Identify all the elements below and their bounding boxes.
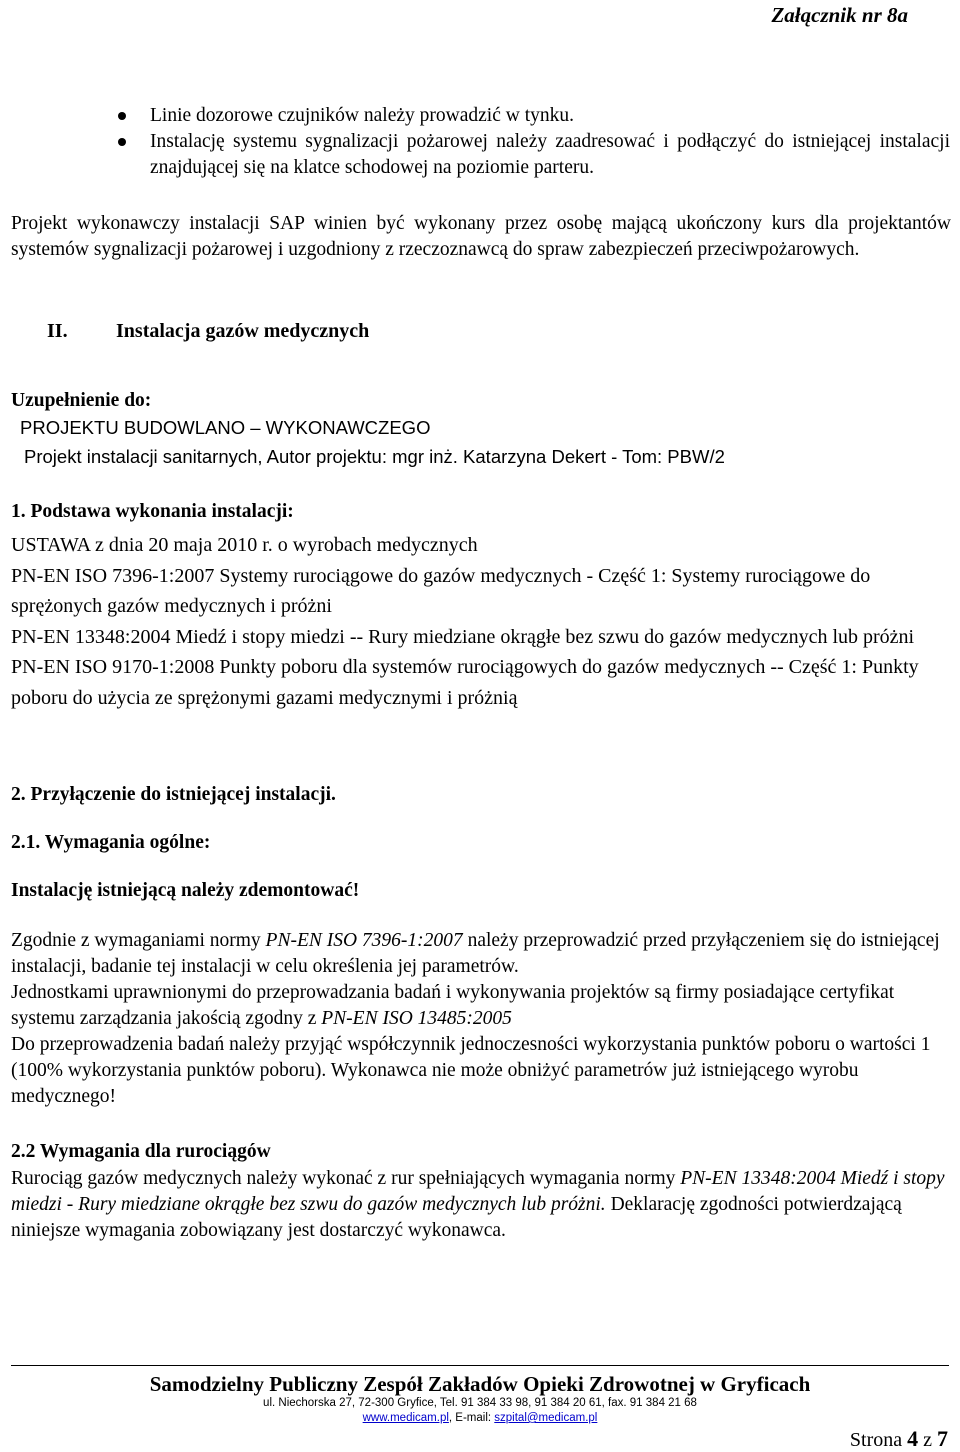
website-link[interactable]: www.medicam.pl	[362, 1412, 449, 1424]
norm-reference: PN-EN ISO 13485:2005	[321, 1008, 512, 1029]
paragraph	[11, 980, 951, 1032]
email-link[interactable]: szpital@medicam.pl	[494, 1412, 598, 1424]
footer-address: ul. Niechorska 27, 72-300 Gryfice, Tel. 91 384 33 98, 91 384 20 61, fax. 91 384 21 68	[263, 1397, 697, 1409]
intro-paragraph: Projekt wykonawczy instalacji SAP winien być wykonany przez osobę mającą ukończony kurs dla projektantów systemów sygnalizacji pożarowej i uzgodniony z rzeczoznawcą do spraw zabezpieczeń przeciwpożarowych.	[11, 213, 951, 260]
bullet-icon	[118, 112, 126, 120]
page-separator: z	[918, 1429, 937, 1451]
page-number	[850, 1427, 948, 1452]
annex-label: Załącznik nr 8a	[771, 3, 908, 27]
norm-line: PN-EN ISO 7396-1:2007 Systemy rurociągowe do gazów medycznych - Część 1: Systemy rurociągowe do sprężonych gazów medycznych i próżni	[11, 564, 871, 617]
text-run: należy przeprowadzić przed przyłączeniem się do istniejącej instalacji, badanie tej instalacji w celu określenia jej parametrów.	[11, 930, 940, 977]
footer-organization: Samodzielny Publiczny Zespół Zakładów Opieki Zdrowotnej w Gryficach	[149, 1372, 811, 1396]
footer-divider	[11, 1365, 949, 1366]
section-title: Instalacja gazów medycznych	[116, 320, 370, 342]
norm-line: USTAWA z dnia 20 maja 2010 r. o wyrobach medycznych	[11, 534, 478, 556]
text-run: Jednostkami uprawnionymi do przeprowadzania badań i wykonywania projektów są firmy posiadające certyfikat systemu zarządzania jakością zgodny z	[11, 982, 895, 1029]
page-total: 7	[937, 1426, 948, 1451]
paragraph: Do przeprowadzenia badań należy przyjąć współczynnik jednoczesności wykorzystania punktów poboru o wartości 1 (100% wykorzystania punktów poboru). Wykonawca nie może obniżyć parametrów już istniejącego wyrobu medycznego!	[11, 1034, 931, 1107]
paragraph	[11, 928, 951, 980]
text-run: Deklarację zgodności potwierdzającą niniejsze wymagania zobowiązany jest dostarczyć wykonawca.	[11, 1194, 902, 1241]
demolition-notice: Instalację istniejącą należy zdemontować!	[11, 880, 360, 901]
norm-line: PN-EN ISO 9170-1:2008 Punkty poboru dla systemów rurociągowych do gazów medycznych -- Część 1: Punkty poboru do użycia ze sprężonymi gazami medycznymi i próżnią	[11, 656, 919, 709]
page-label: Strona	[849, 1429, 908, 1451]
section-2-2-heading: 2.2 Wymagania dla rurociągów	[11, 1141, 271, 1162]
section-2-2-body	[11, 1166, 951, 1244]
supplement-heading: Uzupełnienie do:	[11, 390, 152, 411]
section-number: II.	[47, 320, 68, 342]
supplement-project: PROJEKTU BUDOWLANO – WYKONAWCZEGO	[20, 417, 431, 438]
email-label: , E-mail:	[448, 1412, 495, 1424]
footer-contact	[0, 1411, 960, 1425]
supplement-details: Projekt instalacji sanitarnych, Autor projektu: mgr inż. Katarzyna Dekert - Tom: PBW/2	[24, 446, 725, 467]
section-heading	[47, 318, 369, 344]
norm-reference: PN-EN ISO 7396-1:2007	[265, 930, 463, 951]
text-run: Zgodnie z wymaganiami normy	[11, 930, 266, 951]
bullet-list	[0, 103, 960, 181]
section-2-1-heading: 2.1. Wymagania ogólne:	[11, 832, 211, 853]
text-run: Rurociąg gazów medycznych należy wykonać z rur spełniających wymagania normy	[11, 1168, 681, 1189]
section-1-body	[11, 530, 951, 713]
norm-line: PN-EN 13348:2004 Miedź i stopy miedzi -- Rury miedziane okrągłe bez szwu do gazów medycznych lub próżni	[11, 625, 915, 648]
list-item	[0, 129, 960, 181]
page-current: 4	[907, 1426, 919, 1451]
section-2-heading: 2. Przyłączenie do istniejącej instalacji.	[11, 784, 336, 805]
section-1-heading: 1. Podstawa wykonania instalacji:	[11, 501, 294, 522]
section-2-1-body	[11, 928, 951, 1110]
list-item	[0, 103, 960, 129]
bullet-text: Instalację systemu sygnalizacji pożarowej należy zaadresować i podłączyć do istniejącej instalacji znajdującej się na klatce schodowej na poziomie parteru.	[150, 131, 950, 178]
bullet-text: Linie dozorowe czujników należy prowadzić w tynku.	[150, 105, 574, 126]
bullet-icon	[118, 138, 126, 146]
norm-reference: PN-EN 13348:2004 Miedź i stopy miedzi - Rury miedziane okrągłe bez szwu do gazów medycznych lub próżni.	[11, 1168, 945, 1215]
